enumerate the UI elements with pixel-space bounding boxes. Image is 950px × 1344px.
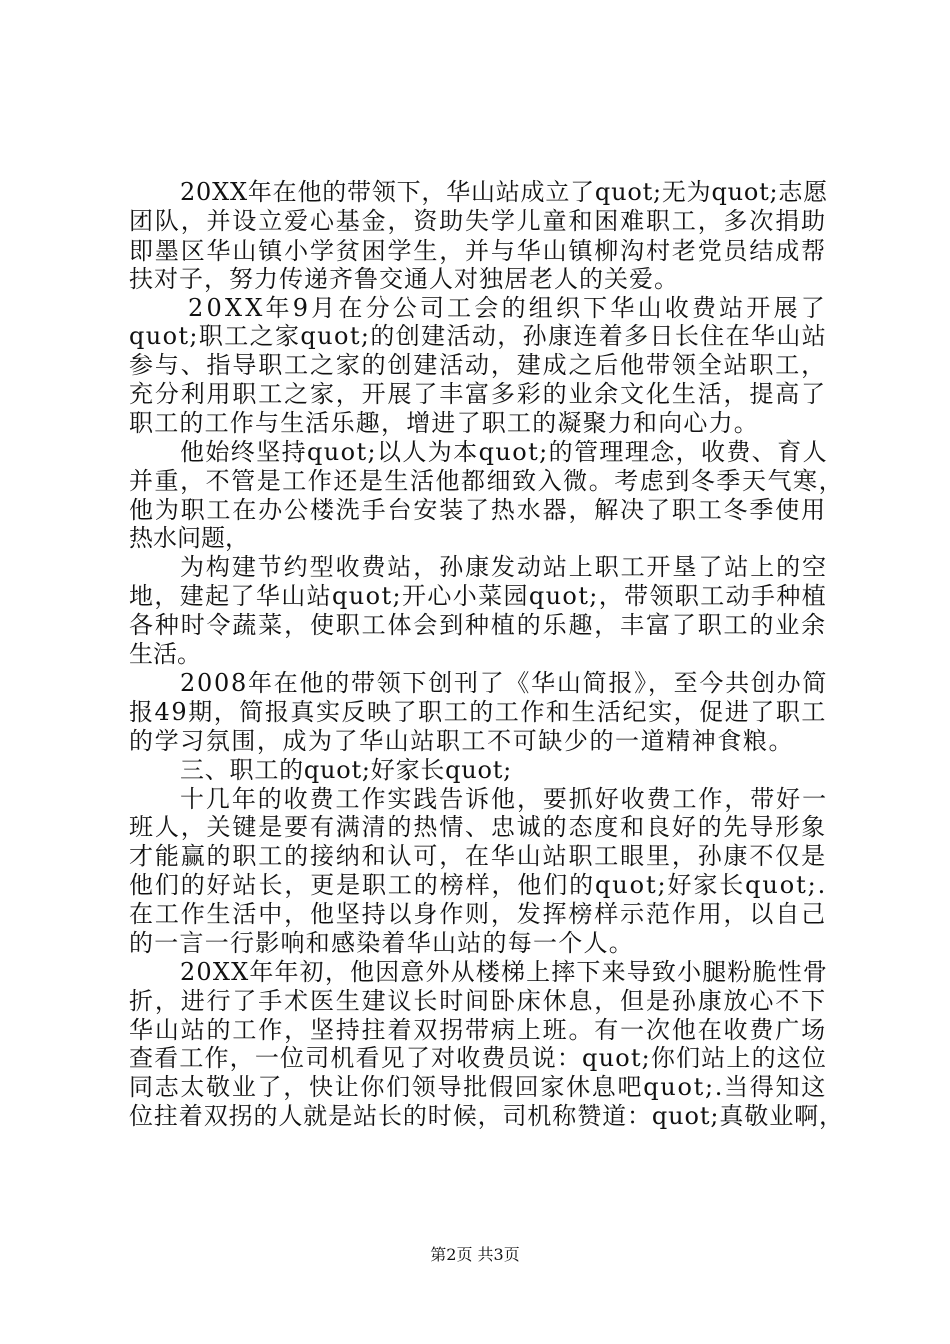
text-line: 参与、指导职工之家的创建活动，建成之后他带领全站职工， (129, 351, 827, 379)
text-line: 他始终坚持quot;以人为本quot;的管理理念，收费、育人 (180, 438, 828, 466)
text-line: 并重，不管是工作还是生活他都细致入微。考虑到冬季天气寒， (129, 467, 845, 495)
text-line: 报49期，简报真实反映了职工的工作和生活纪实，促进了职工 (129, 698, 827, 726)
text-line: 即墨区华山镇小学贫困学生，并与华山镇柳沟村老党员结成帮 (129, 237, 827, 265)
text-line: 充分利用职工之家，开展了丰富多彩的业余文化生活，提高了 (129, 380, 827, 408)
text-line: 为构建节约型收费站，孙康发动站上职工开垦了站上的空 (180, 553, 828, 581)
text-line: 地，建起了华山站quot;开心小菜园quot;，带领职工动手种植 (129, 582, 828, 610)
text-line: 在工作生活中，他坚持以身作则，发挥榜样示范作用，以自己 (129, 900, 827, 928)
text-line: 团队，并设立爱心基金，资助失学儿童和困难职工，多次捐助 (129, 207, 827, 235)
text-line: 的一言一行影响和感染着华山站的每一个人。 (129, 929, 634, 957)
text-line: 三、职工的quot;好家长quot; (180, 756, 513, 784)
text-line: 同志太敬业了，快让你们领导批假回家休息吧quot;.当得知这 (129, 1073, 827, 1101)
text-line: 才能赢的职工的接纳和认可，在华山站职工眼里，孙康不仅是 (129, 842, 827, 870)
text-line: 20XX年9月在分公司工会的组织下华山收费站开展了 (188, 294, 828, 322)
text-line: 的学习氛围，成为了华山站职工不可缺少的一道精神食粮。 (129, 727, 795, 755)
text-line: 华山站的工作，坚持拄着双拐带病上班。有一次他在收费广场 (129, 1016, 827, 1044)
page-footer: 第2页 共3页 (430, 1245, 520, 1264)
text-line: 十几年的收费工作实践告诉他，要抓好收费工作，带好一 (180, 785, 828, 813)
text-line: 2008年在他的带领下创刊了《华山简报》，至今共创办简 (180, 669, 829, 697)
text-line: 班人，关键是要有满清的热情、忠诚的态度和良好的先导形象 (129, 813, 827, 841)
text-line: 位拄着双拐的人就是站长的时候，司机称赞道：quot;真敬业啊， (129, 1102, 844, 1130)
text-line: 他们的好站长，更是职工的榜样，他们的quot;好家长quot;. (129, 871, 828, 899)
text-line: 职工的工作与生活乐趣，增进了职工的凝聚力和向心力。 (129, 409, 759, 437)
text-line: 生活。 (129, 640, 201, 668)
text-line: 热水问题， (129, 524, 249, 552)
text-line: 他为职工在办公楼洗手台安装了热水器，解决了职工冬季使用 (129, 496, 827, 524)
text-line: 各种时令蔬菜，使职工体会到种植的乐趣，丰富了职工的业余 (129, 611, 827, 639)
text-line: quot;职工之家quot;的创建活动，孙康连着多日长住在华山站 (129, 322, 828, 350)
text-line: 折，进行了手术医生建议长时间卧床休息，但是孙康放心不下 (129, 987, 827, 1015)
text-line: 扶对子，努力传递齐鲁交通人对独居老人的关爱。 (129, 265, 679, 293)
text-line: 20XX年年初，他因意外从楼梯上摔下来导致小腿粉脆性骨 (180, 958, 829, 986)
text-line: 查看工作，一位司机看见了对收费员说：quot;你们站上的这位 (129, 1044, 828, 1072)
text-line: 20XX年在他的带领下，华山站成立了quot;无为quot;志愿 (180, 178, 828, 206)
